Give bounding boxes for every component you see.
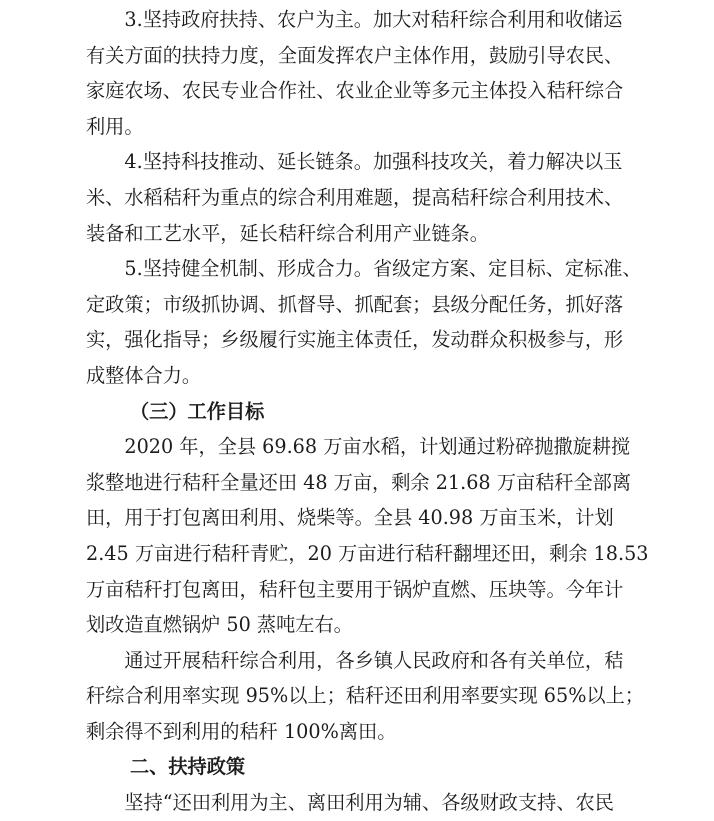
- text-line: 5.坚持健全机制、形成合力。省级定方案、定目标、定标准、: [124, 257, 642, 281]
- text-line: 2.45 万亩进行秸秆青贮，20 万亩进行秸秆翻埋还田，剩余 18.53: [86, 541, 649, 565]
- paragraph-principle-3: [86, 0, 626, 144]
- text-line: 4.坚持科技推动、延长链条。加强科技攻关，着力解决以玉: [124, 150, 623, 174]
- text-line: 米、水稻秸秆为重点的综合利用难题，提高秸秆综合利用技术、: [86, 185, 624, 209]
- paragraph-principle-4: [86, 144, 626, 251]
- text-line: 3.坚持政府扶持、农户为主。加大对秸秆综合利用和收储运: [124, 8, 623, 31]
- section-heading-work-goals: （三）工作目标: [130, 399, 265, 423]
- text-line: 秆综合利用率实现 95%以上；秸秆还田利用率要实现 65%以上；: [86, 684, 644, 708]
- text-line: 成整体合力。: [86, 363, 202, 387]
- text-line: 划改造直燃锅炉 50 蒸吨左右。: [86, 613, 353, 637]
- text-line: 利用。: [86, 114, 144, 138]
- text-line: 装备和工艺水平，延长秸秆综合利用产业链条。: [86, 221, 489, 245]
- text-line: 浆整地进行秸秆全量还田 48 万亩，剩余 21.68 万亩秸秆全部离: [86, 470, 632, 494]
- text-line: 有关方面的扶持力度，全面发挥农户主体作用，鼓励引导农民、: [86, 43, 624, 67]
- text-line: 定政策；市级抓协调、抓督导、抓配套；县级分配任务，抓好落: [86, 292, 624, 316]
- text-line: 通过开展秸秆综合利用，各乡镇人民政府和各有关单位，秸: [124, 648, 624, 672]
- text-line: 剩余得不到利用的秸秆 100%离田。: [86, 719, 397, 743]
- text-line: 坚持“还田利用为主、离田利用为辅、各级财政支持、农民: [124, 791, 614, 815]
- text-line: 家庭农场、农民专业合作社、农业企业等多元主体投入秸秆综合: [86, 79, 624, 103]
- paragraph-utilization-rates: [86, 643, 644, 750]
- text-line: 田，用于打包离田利用、烧柴等。全县 40.98 万亩玉米，计划: [86, 506, 614, 530]
- text-line: 2020 年，全县 69.68 万亩水稻，计划通过粉碎抛撒旋耕搅: [124, 435, 631, 459]
- text-line: 实，强化指导；乡级履行实施主体责任，发动群众积极参与，形: [86, 328, 624, 352]
- paragraph-support-policy: [86, 785, 626, 821]
- paragraph-goals-2020: [86, 429, 649, 643]
- text-line: 万亩秸秆打包离田，秸秆包主要用于锅炉直燃、压块等。今年计: [86, 577, 624, 601]
- paragraph-principle-5: [86, 251, 642, 393]
- section-heading-support-policy: 二、扶持政策: [130, 755, 246, 779]
